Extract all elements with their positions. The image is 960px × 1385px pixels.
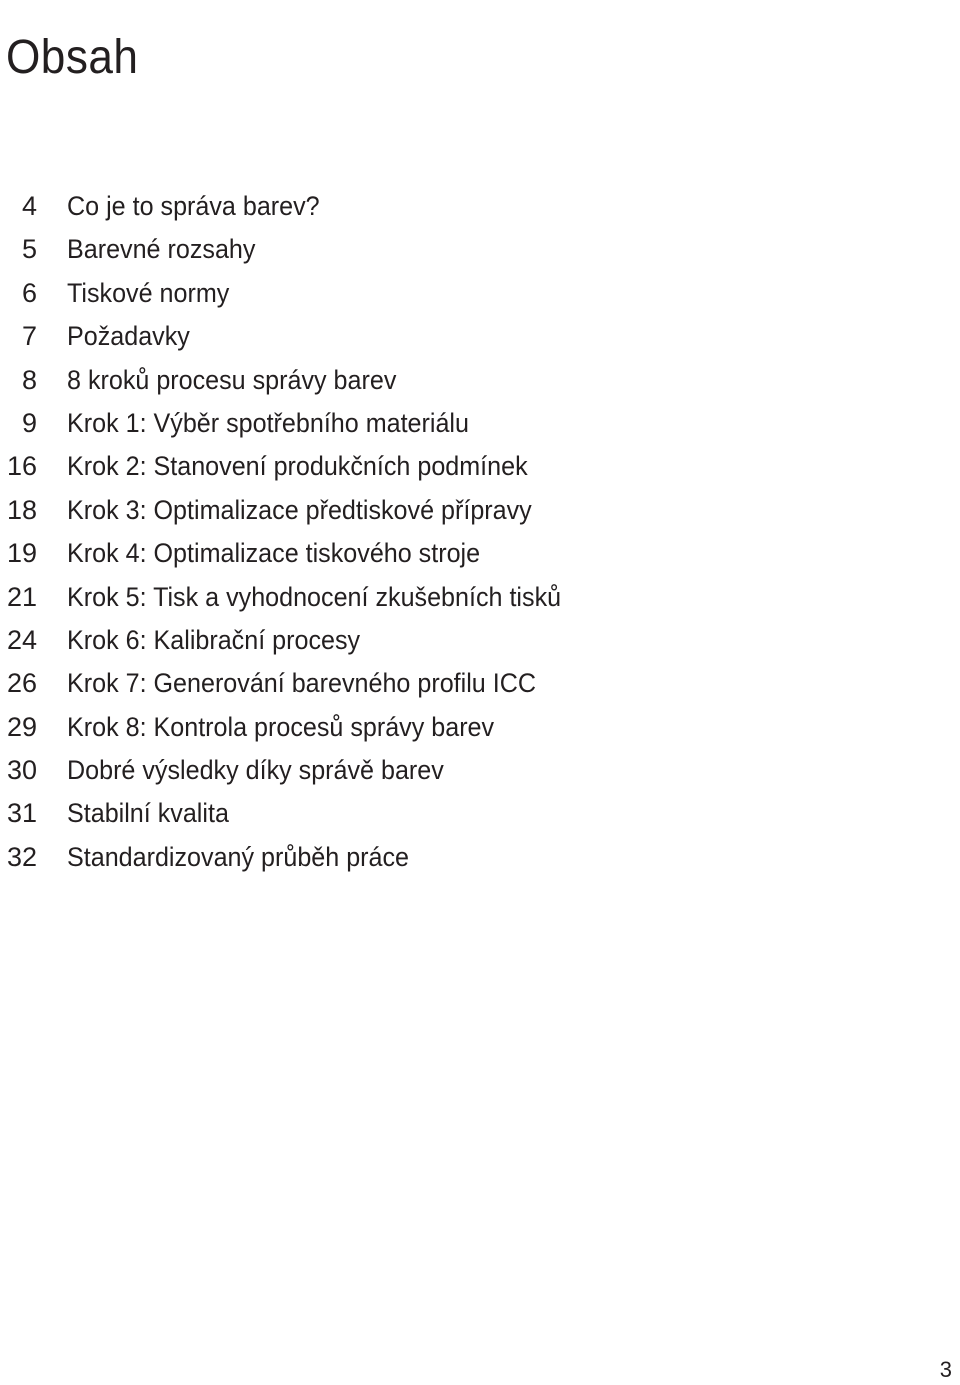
toc-label: Krok 1: Výběr spotřebního materiálu: [67, 407, 469, 438]
toc-page-number: 16: [6, 451, 37, 482]
toc-label: Krok 3: Optimalizace předtiskové přípravy: [67, 494, 532, 525]
toc-item[interactable]: [0, 532, 598, 575]
toc-page-number: 24: [6, 624, 37, 655]
toc-page-number: 7: [21, 321, 37, 352]
toc-item[interactable]: [0, 402, 598, 445]
toc-label: Krok 7: Generování barevného profilu ICC: [67, 668, 536, 699]
toc-label: Standardizovaný průběh práce: [67, 841, 410, 872]
toc-page-number: 9: [21, 407, 37, 438]
toc-item[interactable]: [0, 749, 598, 792]
toc-label: Krok 4: Optimalizace tiskového stroje: [67, 538, 481, 569]
toc-page-number: 19: [6, 538, 37, 569]
toc-page-number: 30: [6, 755, 37, 786]
page-number: 3: [939, 1357, 952, 1382]
toc-page-number: 21: [6, 581, 37, 612]
toc-label: Krok 5: Tisk a vyhodnocení zkušebních tisků: [67, 581, 562, 612]
toc-item[interactable]: [0, 662, 598, 705]
toc-label: Dobré výsledky díky správě barev: [67, 755, 444, 786]
toc-page-number: 29: [6, 711, 37, 742]
toc-item[interactable]: [0, 359, 598, 402]
table-of-contents: [0, 185, 598, 879]
toc-item[interactable]: [0, 576, 598, 619]
toc-page-number: 32: [6, 841, 37, 872]
toc-item[interactable]: [0, 272, 598, 315]
toc-label: Krok 8: Kontrola procesů správy barev: [67, 711, 495, 742]
toc-item[interactable]: [0, 185, 598, 228]
toc-page-number: 18: [6, 494, 37, 525]
toc-label: Krok 2: Stanovení produkčních podmínek: [67, 451, 528, 482]
toc-label: 8 kroků procesu správy barev: [67, 364, 397, 395]
toc-item[interactable]: [0, 836, 598, 879]
toc-page-number: 8: [21, 364, 37, 395]
toc-page-number: 4: [21, 191, 37, 221]
toc-label: Co je to správa barev?: [67, 191, 320, 221]
toc-label: Požadavky: [67, 321, 190, 352]
toc-label: Tiskové normy: [67, 277, 230, 308]
page-title: Obsah: [6, 31, 139, 85]
toc-item[interactable]: [0, 619, 598, 662]
toc-label: Barevné rozsahy: [67, 234, 256, 265]
toc-label: Stabilní kvalita: [67, 798, 229, 829]
toc-item[interactable]: [0, 445, 598, 488]
toc-page-number: 5: [21, 234, 37, 265]
toc-page-number: 26: [6, 668, 37, 699]
toc-page-number: 31: [6, 798, 37, 829]
toc-page-number: 6: [21, 277, 37, 308]
toc-item[interactable]: [0, 706, 598, 749]
toc-item[interactable]: [0, 489, 598, 532]
toc-item[interactable]: [0, 315, 598, 358]
toc-item[interactable]: [0, 228, 598, 271]
toc-label: Krok 6: Kalibrační procesy: [67, 624, 361, 655]
toc-item[interactable]: [0, 792, 598, 835]
